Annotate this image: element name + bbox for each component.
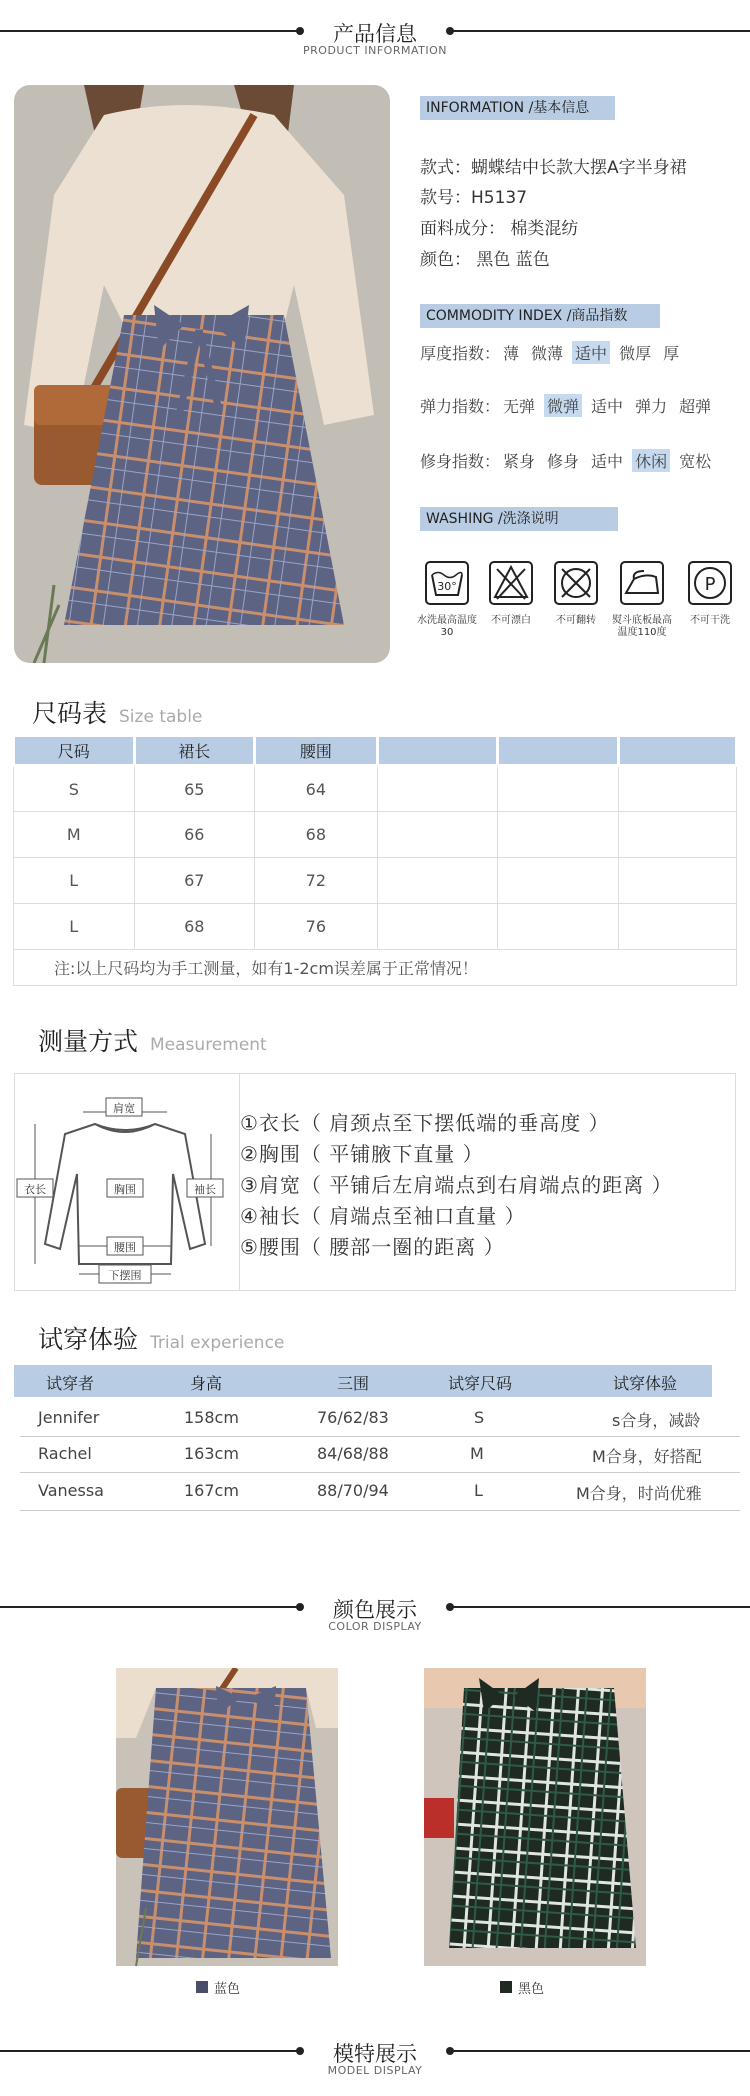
index-option: 宽松 xyxy=(679,452,712,471)
index-option: 微薄 xyxy=(531,344,564,363)
svg-text:30°: 30° xyxy=(437,580,457,593)
measure-line-3: ③肩宽（ 平铺后左肩端点到右肩端点的距离 ） xyxy=(240,1173,673,1197)
measure-line-5: ⑤腰围（ 腰部一圈的距离 ） xyxy=(240,1235,505,1259)
color-label-blue: 蓝色 xyxy=(214,1982,241,1997)
length-cell: 65 xyxy=(134,766,255,812)
tester-experience: M合身，好搭配 xyxy=(592,1447,702,1466)
size-cell: L xyxy=(14,858,135,904)
index-option: 超弹 xyxy=(679,397,712,416)
tester-experience: s合身，减龄 xyxy=(612,1411,701,1430)
index-name: 厚度指数： xyxy=(420,344,501,363)
tester-bwh: 76/62/83 xyxy=(317,1408,389,1427)
no-dryclean-text: 不可干洗 xyxy=(690,615,730,626)
svg-text:袖长: 袖长 xyxy=(194,1183,216,1196)
measure-line-4: ④袖长（ 肩端点至袖口直量 ） xyxy=(240,1204,526,1228)
wash-30-item xyxy=(415,561,479,639)
col-experience: 试穿体验 xyxy=(613,1374,678,1393)
section-header-color xyxy=(0,1592,750,1632)
dryclean-icon xyxy=(688,561,732,605)
index-option: 无弹 xyxy=(503,397,536,416)
color-photo-black xyxy=(424,1668,646,1966)
index-option: 修身 xyxy=(547,452,580,471)
iron-item xyxy=(610,561,674,639)
length-cell: 68 xyxy=(134,904,255,950)
length-cell: 66 xyxy=(134,812,255,858)
wash-30-text: 水洗最高温度30 xyxy=(417,615,477,638)
color-label-black: 黑色 xyxy=(518,1982,545,1997)
sweater-diagram xyxy=(15,1074,237,1290)
tester-height: 158cm xyxy=(184,1408,239,1427)
col-trial-size: 试穿尺码 xyxy=(448,1374,513,1393)
table-row xyxy=(14,766,737,812)
tester-bwh: 84/68/88 xyxy=(317,1444,389,1463)
section-title-cn: 颜色展示 xyxy=(333,1598,417,1622)
index-option: 适中 xyxy=(572,341,610,364)
thickness-index xyxy=(420,341,688,364)
col-waist: 腰围 xyxy=(255,736,378,766)
color-photo-blue xyxy=(116,1668,338,1966)
waist-cell: 64 xyxy=(255,766,378,812)
index-option: 适中 xyxy=(591,397,624,416)
index-option: 适中 xyxy=(591,452,624,471)
table-row xyxy=(14,858,737,904)
measure-line-1: ①衣长（ 肩颈点至下摆低端的垂高度 ） xyxy=(240,1111,610,1135)
info-style: 款式：蝴蝶结中长款大摆A字半身裙 xyxy=(420,158,687,178)
section-title-cn: 模特展示 xyxy=(333,2042,417,2066)
col-size: 尺码 xyxy=(14,736,135,766)
index-option: 紧身 xyxy=(503,452,536,471)
info-fabric: 面料成分： 棉类混纺 xyxy=(420,219,579,239)
elasticity-index xyxy=(420,394,720,417)
index-name: 弹力指数： xyxy=(420,397,501,416)
tester-experience: M合身，时尚优雅 xyxy=(576,1484,702,1503)
swatch-black xyxy=(500,1981,512,1993)
waist-cell: 68 xyxy=(255,812,378,858)
measure-subtitle: Measurement xyxy=(150,1035,267,1055)
no-tumble-item xyxy=(544,561,608,627)
index-option: 微厚 xyxy=(619,344,652,363)
svg-text:胸围: 胸围 xyxy=(114,1183,136,1196)
section-title-en: PRODUCT INFORMATION xyxy=(303,44,447,57)
size-note: 注:以上尺码均为手工测量，如有1-2cm误差属于正常情况！ xyxy=(14,950,737,986)
svg-text:腰围: 腰围 xyxy=(114,1241,136,1254)
svg-text:肩宽: 肩宽 xyxy=(113,1102,135,1115)
swatch-blue xyxy=(196,1981,208,1993)
index-option: 弹力 xyxy=(635,397,668,416)
col-height: 身高 xyxy=(190,1374,223,1393)
waist-cell: 76 xyxy=(255,904,378,950)
trial-subtitle: Trial experience xyxy=(150,1333,285,1353)
size-table xyxy=(12,734,738,986)
info-label: INFORMATION /基本信息 xyxy=(420,96,615,120)
tester-height: 163cm xyxy=(184,1444,239,1463)
size-cell: L xyxy=(14,904,135,950)
table-row xyxy=(14,904,737,950)
tester-size: S xyxy=(474,1408,485,1427)
section-title-en: MODEL DISPLAY xyxy=(327,2064,423,2077)
no-bleach-text: 不可漂白 xyxy=(491,615,531,626)
waist-cell: 72 xyxy=(255,858,378,904)
section-title-cn: 产品信息 xyxy=(333,22,417,46)
index-name: 修身指数： xyxy=(420,452,501,471)
size-cell: S xyxy=(14,766,135,812)
no-dryclean-item xyxy=(678,561,742,627)
wash-30-icon xyxy=(425,561,469,605)
info-code: 款号：H5137 xyxy=(420,188,528,208)
index-option: 微弹 xyxy=(544,394,582,417)
tester-name: Jennifer xyxy=(38,1408,100,1427)
svg-text:下摆围: 下摆围 xyxy=(108,1269,142,1282)
info-color: 颜色： 黑色 蓝色 xyxy=(420,250,550,270)
no-tumble-icon xyxy=(554,561,598,605)
iron-icon xyxy=(620,561,664,605)
iron-text: 熨斗底板最高温度110度 xyxy=(612,615,672,638)
index-option: 厚 xyxy=(663,344,680,363)
trial-title: 试穿体验 Trial experience xyxy=(38,1325,285,1354)
no-tumble-text: 不可翻转 xyxy=(556,615,596,626)
section-title-en: COLOR DISPLAY xyxy=(328,1620,422,1633)
fit-index xyxy=(420,449,720,472)
measure-line-2: ②胸围（ 平铺腋下直量 ） xyxy=(240,1142,484,1166)
index-option: 薄 xyxy=(503,344,520,363)
svg-text:衣长: 衣长 xyxy=(24,1183,46,1196)
measure-title: 测量方式 Measurement xyxy=(38,1027,267,1056)
col-tester: 试穿者 xyxy=(46,1374,95,1393)
size-title: 尺码表 Size table xyxy=(32,699,203,728)
tester-size: L xyxy=(474,1481,483,1500)
col-length: 裙长 xyxy=(134,736,255,766)
tester-bwh: 88/70/94 xyxy=(317,1481,389,1500)
index-option: 休闲 xyxy=(632,449,670,472)
size-subtitle: Size table xyxy=(119,707,203,727)
tester-height: 167cm xyxy=(184,1481,239,1500)
washing-label: WASHING /洗涤说明 xyxy=(420,507,618,531)
size-note-row xyxy=(14,950,737,986)
section-header-product xyxy=(0,16,750,56)
tester-name: Vanessa xyxy=(38,1481,104,1500)
svg-text:P: P xyxy=(704,574,716,595)
col-empty xyxy=(377,736,497,766)
tester-name: Rachel xyxy=(38,1444,92,1463)
product-photo xyxy=(14,85,390,663)
col-empty xyxy=(498,736,618,766)
col-empty xyxy=(618,736,737,766)
section-header-model xyxy=(0,2036,750,2076)
tester-size: M xyxy=(470,1444,484,1463)
size-cell: M xyxy=(14,812,135,858)
no-bleach-item xyxy=(479,561,543,627)
no-bleach-icon xyxy=(489,561,533,605)
table-row xyxy=(14,812,737,858)
index-label: COMMODITY INDEX /商品指数 xyxy=(420,304,660,328)
col-bwh: 三围 xyxy=(337,1374,370,1393)
size-header-row xyxy=(14,736,737,766)
length-cell: 67 xyxy=(134,858,255,904)
trial-header-row xyxy=(14,1365,712,1397)
